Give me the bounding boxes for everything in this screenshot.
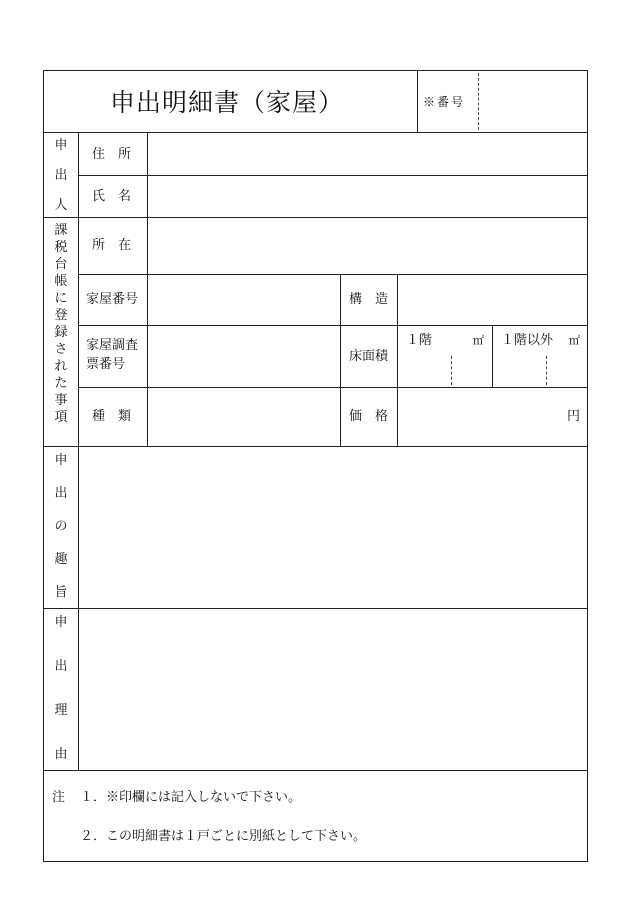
survey-label-line1: 家屋調査 [86, 338, 139, 353]
register-heading-char: 登 [54, 308, 68, 323]
register-heading-char: 課 [54, 223, 68, 238]
location-field[interactable] [148, 218, 587, 274]
declaration-form [43, 70, 588, 862]
reason-field[interactable] [79, 609, 587, 770]
register-heading-char: れ [54, 359, 68, 374]
purpose-field[interactable] [79, 447, 587, 608]
form-title: 申出明細書（家屋） [110, 88, 345, 117]
floor-other-unit: ㎡ [569, 334, 580, 347]
number-label: ※番号 [423, 95, 466, 109]
register-heading-char: 帳 [54, 274, 68, 289]
address-field[interactable] [148, 133, 587, 175]
floor1-area-field[interactable] [398, 351, 491, 386]
register-heading [44, 224, 78, 425]
survey-label-line2: 票番号 [86, 357, 126, 372]
price-label: 価 格 [349, 409, 389, 424]
register-heading-char: 事 [54, 393, 68, 408]
applicant-heading-char: 申 [54, 138, 68, 153]
note-1: １．※印欄には記入しないで下さい。 [80, 790, 302, 805]
kind-label: 種 類 [92, 409, 132, 424]
register-heading-char: 録 [54, 325, 68, 340]
purpose-heading-char: 出 [54, 486, 68, 501]
floor1-label: １階 [406, 333, 433, 348]
register-heading-char: 税 [54, 240, 68, 255]
register-heading-char: た [54, 376, 68, 391]
structure-field[interactable] [398, 275, 587, 325]
floor-area-label: 床面積 [349, 349, 389, 364]
register-heading-char: 項 [54, 410, 68, 425]
survey-number-field[interactable] [148, 326, 340, 387]
reason-heading-char: 理 [54, 703, 68, 718]
applicant-heading [44, 139, 78, 213]
kind-field[interactable] [148, 388, 340, 446]
price-unit: 円 [566, 409, 580, 424]
notes-prefix: 注 [52, 790, 66, 805]
purpose-heading-char: 申 [54, 453, 68, 468]
applicant-heading-char: 出 [54, 168, 68, 183]
applicant-heading-char: 人 [54, 198, 68, 213]
register-heading-char: 台 [54, 257, 68, 272]
dashed-number-divider [478, 73, 479, 130]
rule-under-reason [44, 770, 587, 771]
register-heading-char: に [54, 291, 68, 306]
purpose-heading [44, 454, 78, 600]
house-number-field[interactable] [148, 275, 340, 325]
rule-number-box [417, 71, 418, 132]
reason-heading-char: 申 [54, 615, 68, 630]
address-label: 住 所 [92, 147, 132, 162]
purpose-heading-char: の [54, 519, 68, 534]
reason-heading-char: 出 [54, 659, 68, 674]
rule-mid-label-left [340, 274, 341, 446]
purpose-heading-char: 趣 [54, 552, 68, 567]
reason-heading-char: 由 [54, 747, 68, 762]
floor-other-area-field[interactable] [493, 351, 587, 386]
structure-label: 構 造 [349, 292, 389, 307]
note-2: ２．この明細書は１戸ごとに別紙として下さい。 [80, 829, 367, 844]
floor1-unit: ㎡ [473, 334, 484, 347]
register-heading-char: さ [54, 342, 68, 357]
reason-heading [44, 616, 78, 762]
name-label: 氏 名 [92, 189, 132, 204]
location-label: 所 在 [92, 238, 132, 253]
purpose-heading-char: 旨 [54, 585, 68, 600]
house-number-label: 家屋番号 [86, 292, 139, 307]
name-field[interactable] [148, 176, 587, 217]
floor-other-label: １階以外 [501, 333, 554, 348]
